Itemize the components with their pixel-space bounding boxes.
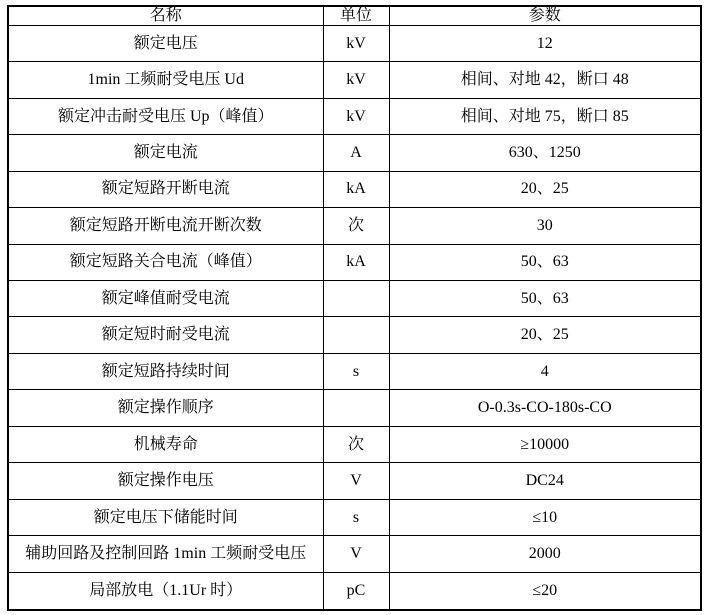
unit-cell: V [323, 536, 389, 572]
param-name-cell: 1min 工频耐受电压 Ud [8, 62, 323, 98]
table-body [8, 25, 701, 610]
table-row [8, 98, 701, 134]
value-cell: 相间、对地 42，断口 48 [389, 62, 701, 98]
param-name-cell: 额定短时耐受电流 [8, 317, 323, 353]
table-row [8, 280, 701, 316]
param-name-cell: 额定短路关合电流（峰值） [8, 244, 323, 280]
param-name-cell: 额定电压 [8, 25, 323, 61]
col-header-value: 参数 [389, 6, 701, 25]
value-cell: 30 [389, 208, 701, 244]
param-name-cell: 额定冲击耐受电压 Up（峰值） [8, 98, 323, 134]
table-row [8, 572, 701, 610]
unit-cell: s [323, 353, 389, 389]
unit-cell: kV [323, 62, 389, 98]
col-header-name: 名称 [8, 6, 323, 25]
table-row [8, 135, 701, 171]
param-name-cell: 额定电流 [8, 135, 323, 171]
unit-cell: V [323, 463, 389, 499]
table-row [8, 244, 701, 280]
value-cell: 50、63 [389, 244, 701, 280]
table-row [8, 426, 701, 462]
unit-cell: kV [323, 25, 389, 61]
table-row [8, 463, 701, 499]
table-row [8, 208, 701, 244]
table-row [8, 171, 701, 207]
param-name-cell: 辅助回路及控制回路 1min 工频耐受电压 [8, 536, 323, 572]
value-cell: 相间、对地 75，断口 85 [389, 98, 701, 134]
value-cell: 20、25 [389, 317, 701, 353]
param-name-cell: 局部放电（1.1Ur 时） [8, 572, 323, 610]
spec-table [7, 5, 702, 611]
param-name-cell: 额定短路开断电流 [8, 171, 323, 207]
table-row [8, 317, 701, 353]
table-row [8, 25, 701, 61]
unit-cell: s [323, 499, 389, 535]
table-header-row [8, 6, 701, 25]
table-row [8, 62, 701, 98]
value-cell: 20、25 [389, 171, 701, 207]
unit-cell [323, 280, 389, 316]
value-cell: ≤20 [389, 572, 701, 610]
value-cell: O-0.3s-CO-180s-CO [389, 390, 701, 426]
value-cell: 12 [389, 25, 701, 61]
value-cell: 630、1250 [389, 135, 701, 171]
value-cell: 50、63 [389, 280, 701, 316]
param-name-cell: 机械寿命 [8, 426, 323, 462]
col-header-unit: 单位 [323, 6, 389, 25]
unit-cell [323, 390, 389, 426]
unit-cell: kA [323, 171, 389, 207]
unit-cell: pC [323, 572, 389, 610]
value-cell: 4 [389, 353, 701, 389]
value-cell: ≤10 [389, 499, 701, 535]
unit-cell: 次 [323, 208, 389, 244]
unit-cell [323, 317, 389, 353]
table-row [8, 353, 701, 389]
unit-cell: A [323, 135, 389, 171]
value-cell: ≥10000 [389, 426, 701, 462]
table-row [8, 499, 701, 535]
table-row [8, 390, 701, 426]
param-name-cell: 额定操作电压 [8, 463, 323, 499]
param-name-cell: 额定短路持续时间 [8, 353, 323, 389]
unit-cell: kA [323, 244, 389, 280]
table-row [8, 536, 701, 572]
unit-cell: 次 [323, 426, 389, 462]
unit-cell: kV [323, 98, 389, 134]
param-name-cell: 额定短路开断电流开断次数 [8, 208, 323, 244]
param-name-cell: 额定操作顺序 [8, 390, 323, 426]
value-cell: 2000 [389, 536, 701, 572]
table-header-row-group [8, 6, 701, 25]
value-cell: DC24 [389, 463, 701, 499]
param-name-cell: 额定电压下储能时间 [8, 499, 323, 535]
param-name-cell: 额定峰值耐受电流 [8, 280, 323, 316]
